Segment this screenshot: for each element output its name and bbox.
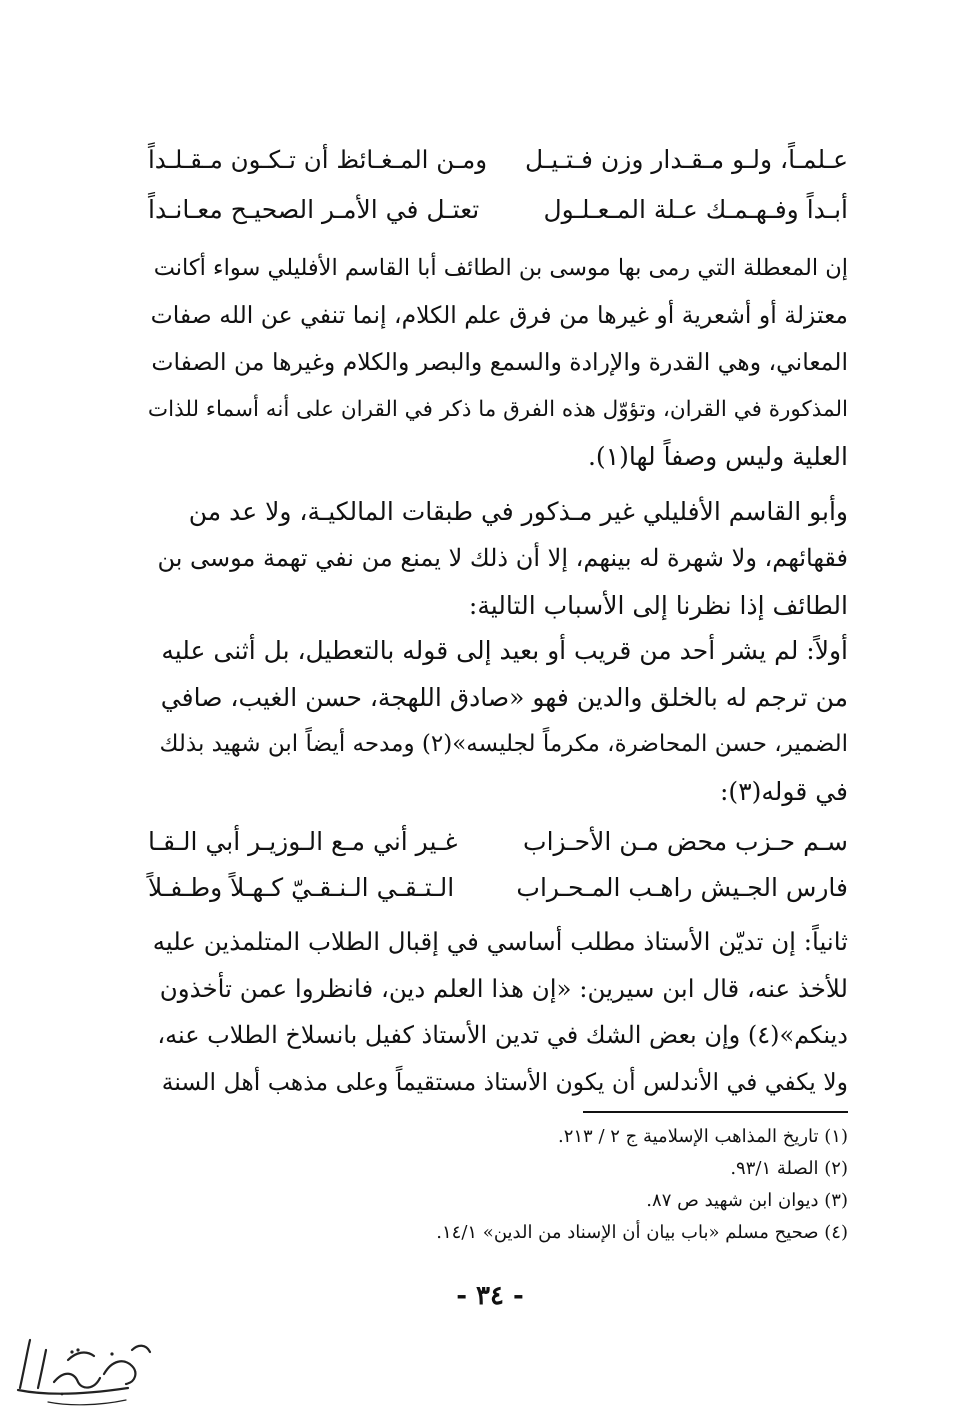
text-line: المذكورة في القران، وتؤوّل هذه الفرق ما ذكر في القران على أنه أسماء للذات [147, 397, 848, 422]
text-line: ثانياً: إن تديّن الأستاذ مطلب أساسي في إقبال الطلاب المتلمذين عليه [152, 927, 848, 956]
page-number: - ٣٤ - [456, 1281, 524, 1311]
footnote-2: (٢) الصلة ٩٣/١. [730, 1158, 848, 1179]
footnote-3: (٣) ديوان ابن شهيد ص ٨٧. [646, 1190, 848, 1211]
stamp-graphic [8, 1330, 158, 1410]
text-line: الطائف إذا نظرنا إلى الأسباب التالية: [468, 591, 848, 620]
text-line: العلية وليس وصفاً لها(١). [587, 442, 848, 471]
text-line: دينكم»(٤) وإن بعض الشك في تدين الأستاذ كفيل بانسلاخ الطلاب عنه، [157, 1021, 848, 1049]
verse-hemistich-right: ومـن المـغـائظ أن تـكـون مـقـلـداً [148, 145, 488, 174]
footnote-4: (٤) صحيح مسلم «باب بيان أن الإسناد من الدين» ١٤/١. [436, 1222, 848, 1243]
footnote-divider [583, 1111, 848, 1113]
text-line: ولا يكفي في الأندلس أن يكون الأستاذ مستقيماً وعلى مذهب أهل السنة [161, 1068, 848, 1096]
verse-hemistich-left: عـلمـاً، ولـو مـقـدار وزن فـتـيـل [525, 145, 848, 174]
text-line: في قوله(٣): [720, 777, 848, 806]
verse-line [148, 140, 848, 180]
paragraph-mutazila [148, 245, 848, 480]
paragraph-first-reason [148, 627, 848, 815]
paragraph-aflili [148, 488, 848, 629]
text-line: معتزلة أو أشعرية أو غيرها من فرق علم الكلام، إنما تنفي عن الله صفات [150, 301, 848, 329]
verse-line [148, 190, 848, 230]
text-line: من ترجم له بالخلق والدين فهو «صادق اللهجة، حسن الغيب، صافي [160, 683, 848, 712]
text-line: أولاً: لم يشر أحد من قريب أو بعيد إلى قوله بالتعطيل، بل أثنى عليه [161, 636, 848, 665]
verse-line [148, 868, 848, 908]
verse-hemistich-right: الـتـقـي الـنـقـيّ كـهـلاً وطـفـلاً [148, 873, 455, 902]
verse-hemistich-left: فارس الجـيش راهـب المـحـراب [516, 873, 848, 902]
paragraph-second-reason [148, 918, 848, 1106]
text-line: إن المعطلة التي رمى بها موسى بن الطائف أبا القاسم الأفليلي سواء أكانت [153, 255, 848, 281]
text-line: وأبو القاسم الأفليلي غير مـذكور في طبقات المالكيـة، ولا عد من [188, 497, 848, 526]
text-line: المعاني، وهي القدرة والإرادة والسمع والبصر والكلام وغيرها من الصفات [151, 348, 848, 376]
verse-hemistich-right: تعتـل في الأمـر الصحيـح معـانـداً [148, 195, 480, 224]
text-line: الضمير، حسن المحاضرة، مكرماً لجليسه»(٢) ومدحه أيضاً ابن شهيد بذلك [159, 731, 848, 757]
verse-hemistich-right: غـير أني مـع الـوزيـر أبي الـقـا [148, 827, 458, 856]
footnote-1: (١) تاريخ المذاهب الإسلامية ج ٢ / ٢١٣. [557, 1126, 848, 1147]
calligraphy-stamp-logo [8, 1330, 158, 1410]
verse-line [148, 822, 848, 862]
text-line: فقهائهم، ولا شهرة له بينهم، إلا أن ذلك لا يمنع من نفي تهمة موسى بن [157, 544, 848, 572]
verse-hemistich-left: سـم حـزب محض مـن الأحـزاب [523, 827, 848, 856]
verse-hemistich-left: أبـداً وفـهـمـك عـلة المـعـلـول [543, 195, 848, 224]
text-line: للأخذ عنه، قال ابن سيرين: «إن هذا العلم دين، فانظروا عمن تأخذون [159, 974, 848, 1003]
